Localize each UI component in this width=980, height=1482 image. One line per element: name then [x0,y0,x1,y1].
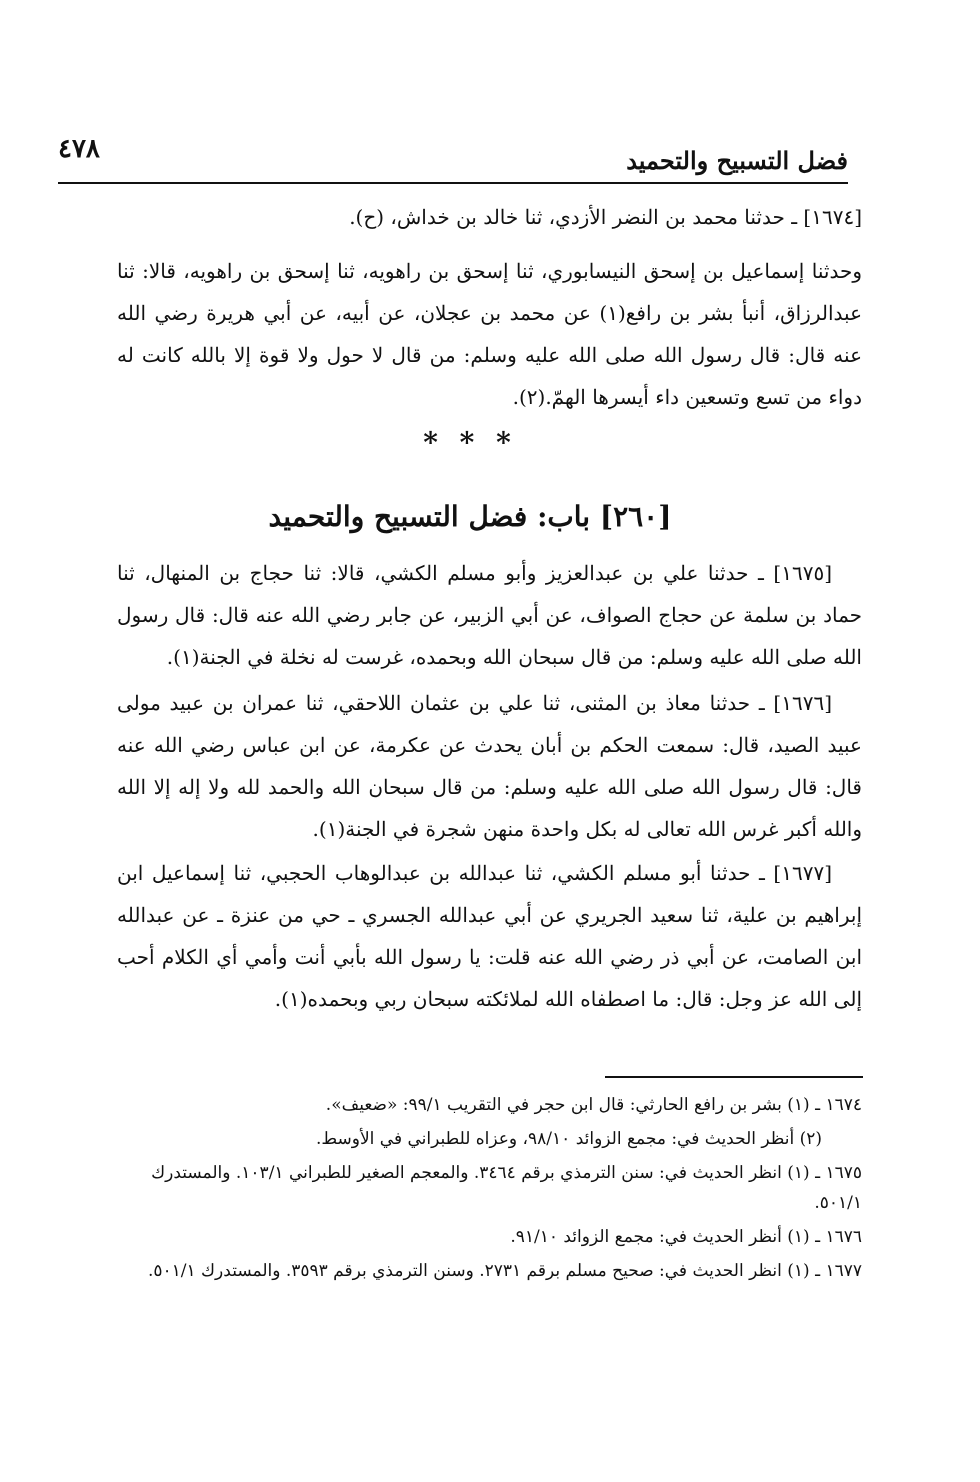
hadith-1674-body: وحدثنا إسماعيل بن إسحق النيسابوري، ثنا إسحق بن راهويه، ثنا إسحق بن راهويه، قالا: ثنا عبدالرزاق، أنبأ بشر بن رافع(١) عن محمد بن عجلان، عن أبيه، عن أبي هريرة رضي الله عنه قال: قال رسول الله صلى الله عليه وسلم: من قال لا حول ولا قوة إلا بالله كانت له دواء من تسع وتسعين داء أيسرها الهمّ.(٢). [117,259,862,409]
footnote-1675: ١٦٧٥ ـ (١) انظر الحديث في: سنن الترمذي برقم ٣٤٦٤. والمعجم الصغير للطبراني ١٠٣/١. والمستدرك ٥٠١/١. [151,1163,862,1213]
hadith-1676: [١٦٧٦] ـ حدثنا معاذ بن المثنى، ثنا علي بن عثمان اللاحقي، ثنا عمران بن عبيد مولى عبيد الصيد، قال: سمعت الحكم بن أبان يحدث عن عكرمة، عن ابن عباس رضي الله عنه قال: قال رسول الله صلى الله عليه وسلم: من قال سبحان الله والحمد لله ولا إله إلا الله والله أكبر غرس الله تعالى له بكل واحدة منهن شجرة في الجنة(١). [117,691,862,841]
footnotes [107,1090,862,1290]
chapter-title: [٢٦٠] باب: فضل التسبيح والتحميد [268,500,672,533]
footnote-1676: ١٦٧٦ ـ (١) أنظر الحديث في: مجمع الزوائد ٩١/١٠. [510,1227,862,1247]
hadith-1677: [١٦٧٧] ـ حدثنا أبو مسلم الكشي، ثنا عبدالله بن عبدالوهاب الحجبي، ثنا إسماعيل ابن إبراهيم بن علية، ثنا سعيد الجريري عن أبي عبدالله الجسري ـ حي من عنزة ـ عن عبدالله ابن الصامت، عن أبي ذر رضي الله عنه قلت: يا رسول الله بأبي أنت وأمي أي الكلام أحب إلى الله عز وجل: قال: ما اصطفاه الله لملائكته سبحان ربي وبحمده(١). [117,861,863,1011]
section-separator: * * * [423,426,517,459]
footnote-1674-2: (٢) أنظر الحديث في: مجمع الزوائد ٩٨/١٠، وعزاه للطبراني في الأوسط. [315,1129,822,1149]
footnote-1674-1: ١٦٧٤ ـ (١) بشر بن رافع الحارثي: قال ابن حجر في التقريب ٩٩/١: «ضعيف». [325,1095,862,1115]
hadith-1674-line1: [١٦٧٤] ـ حدثنا محمد بن النضر الأزدي، ثنا خالد بن خداش، (ح). [349,205,862,229]
footnote-separator [605,1076,863,1078]
footnote-1677: ١٦٧٧ ـ (١) انظر الحديث في: صحيح مسلم برقم ٢٧٣١. وسنن الترمذي برقم ٣٥٩٣. والمستدرك ٥٠١/١. [147,1261,862,1281]
page-number: ٤٧٨ [58,134,100,164]
running-title: فضل التسبيح والتحميد [626,146,848,175]
hadith-1675: [١٦٧٥] ـ حدثنا علي بن عبدالعزيز وأبو مسلم الكشي، قالا: ثنا حجاج بن المنهال، ثنا حماد بن سلمة عن حجاج الصواف، عن أبي الزبير، عن جابر رضي الله عنه قال: قال رسول الله صلى الله عليه وسلم: من قال سبحان الله وبحمده، غرست له نخلة في الجنة(١). [117,561,862,669]
page-header [58,132,848,184]
